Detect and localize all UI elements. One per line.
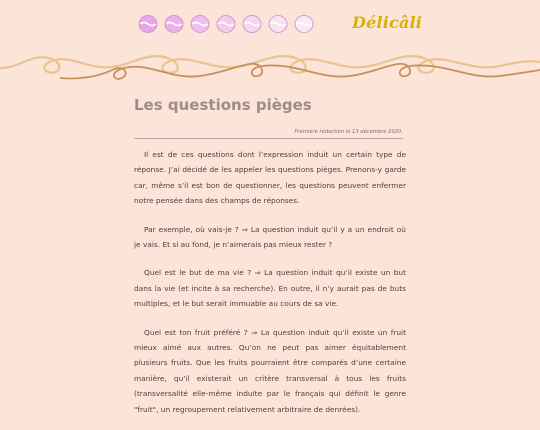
macaron-icon-graphic bbox=[268, 14, 288, 34]
macaron-icon-graphic bbox=[294, 14, 314, 34]
article-date: Première rédaction le 13 décembre 2020. bbox=[134, 129, 403, 139]
article-paragraph: Quel est ton fruit préféré ? ⇒ La question induit qu’il existe un fruit mieux aimé aux autres. Qu’on ne peut pas aimer équitablement plusieurs fruits. Que les fruits pourraient être comparés d’une certaine manière, qu’il existerait un critère transversal à tous les fruits (transversalité elle-même induite par le français qui définit le genre "fruit", un regroupement relativement arbitraire de denrées). bbox=[134, 327, 406, 414]
macaron-icon[interactable] bbox=[294, 14, 314, 34]
macaron-icon[interactable] bbox=[268, 14, 288, 34]
macaron-icon-graphic bbox=[190, 14, 210, 34]
macaron-icon[interactable] bbox=[216, 14, 236, 34]
macaron-icon[interactable] bbox=[242, 14, 262, 34]
article bbox=[134, 95, 406, 430]
swirl-divider bbox=[0, 46, 540, 90]
article-paragraph: Il est de ces questions dont l’expression induit un certain type de réponse. J’ai décidé de les appeler les questions pièges. Prenons-y garde car, même s’il est bon de questionner, les questions peuvent enfermer notre pensée dans des champs de réponses. bbox=[134, 150, 406, 206]
macaron-icon-graphic bbox=[242, 14, 262, 34]
macaron-icon[interactable] bbox=[190, 14, 210, 34]
macaron-icon-graphic bbox=[216, 14, 236, 34]
article-paragraph: Par exemple, où vais-je ? ⇒ La question induit qu’il y a un endroit où je vais. Et si au fond, je n’aimerais pas mieux rester ? bbox=[134, 224, 406, 250]
site-logo[interactable]: Délicâli bbox=[352, 13, 423, 32]
macaron-icon[interactable] bbox=[164, 14, 184, 34]
macaron-icon-graphic bbox=[138, 14, 158, 34]
article-title: Les questions pièges bbox=[134, 96, 312, 114]
macaron-icon[interactable] bbox=[138, 14, 158, 34]
article-paragraph: Quel est le but de ma vie ? ⇒ La question induit qu’il existe un but dans la vie (et incite à sa recherche). En outre, il n’y aurait pas de buts multiples, et le but serait immuable au cours de sa vie. bbox=[134, 268, 406, 309]
site-header bbox=[0, 0, 540, 90]
macaron-icon-graphic bbox=[164, 14, 184, 34]
swirl-line-light bbox=[0, 56, 540, 73]
